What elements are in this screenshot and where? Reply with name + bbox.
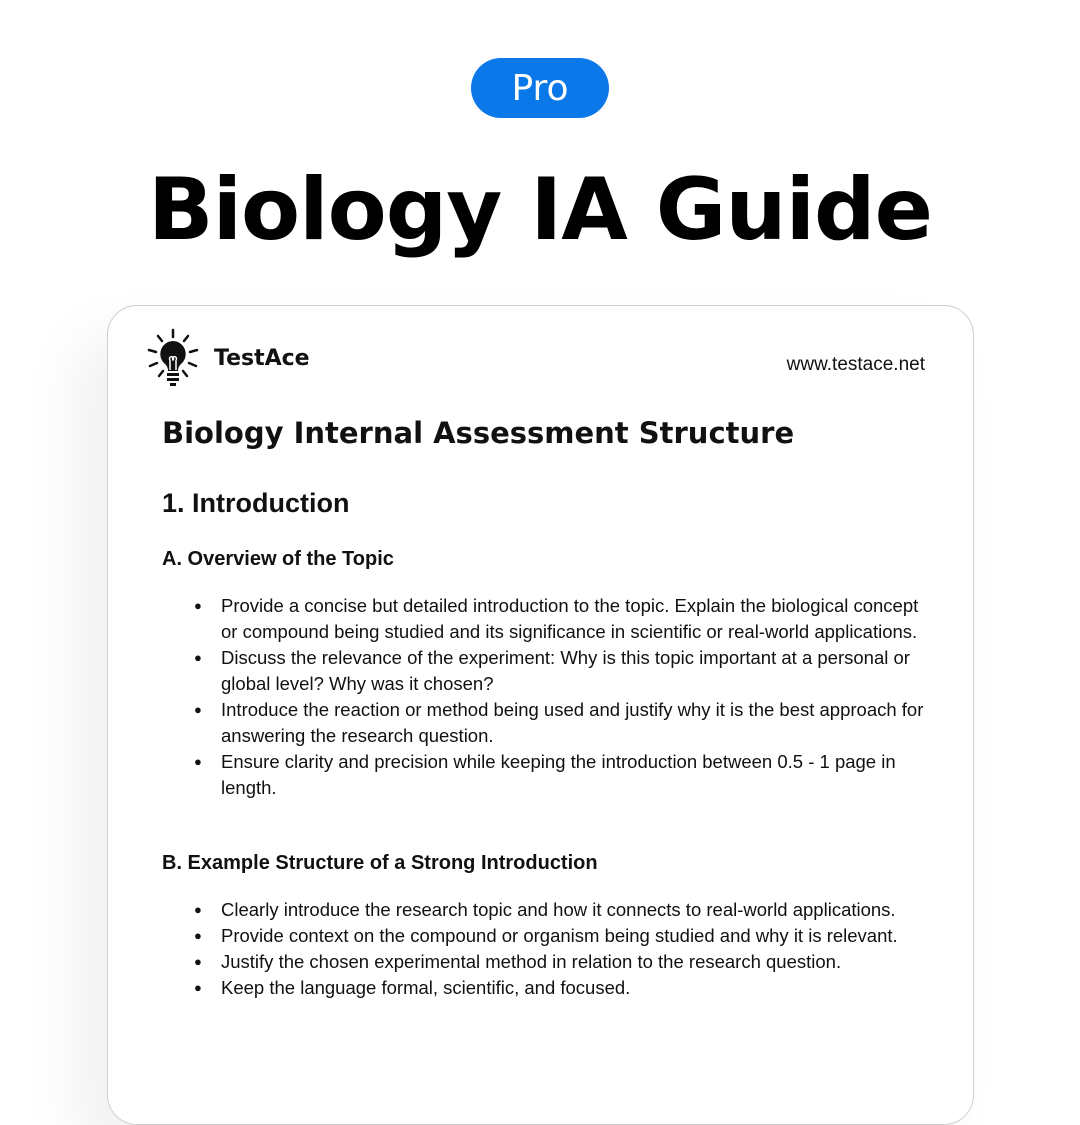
list-item: ● Introduce the reaction or method being used and justify why it is the best approach for answering the research question. (221, 697, 931, 749)
list-item: ● Provide a concise but detailed introduction to the topic. Explain the biological concept or compound being studied and its significance in scientific or real-world applications. (221, 593, 931, 645)
page-title: Biology IA Guide (148, 160, 932, 260)
bullet-list-a (221, 593, 931, 801)
section-heading: 1. Introduction (162, 488, 350, 518)
list-item: ● Ensure clarity and precision while keeping the introduction between 0.5 - 1 page in length. (221, 749, 931, 801)
list-item: ● Discuss the relevance of the experiment: Why is this topic important at a personal or global level? Why was it chosen? (221, 645, 931, 697)
pro-badge: Pro (471, 58, 609, 118)
list-item: ● Provide context on the compound or organism being studied and why it is relevant. (221, 923, 931, 949)
subsection-b-heading: B. Example Structure of a Strong Introduction (162, 852, 598, 874)
list-item: ● Justify the chosen experimental method in relation to the research question. (221, 949, 931, 975)
website-url[interactable]: www.testace.net (786, 354, 925, 375)
lightbulb-icon (146, 328, 200, 388)
bullet-list-b (221, 897, 931, 1001)
brand-name: TestAce (214, 345, 310, 371)
brand-logo (146, 328, 310, 388)
document-preview (107, 305, 974, 1125)
list-item: ● Clearly introduce the research topic and how it connects to real-world applications. (221, 897, 931, 923)
document-heading: Biology Internal Assessment Structure (162, 416, 795, 450)
subsection-a-heading: A. Overview of the Topic (162, 548, 394, 570)
list-item: ● Keep the language formal, scientific, and focused. (221, 975, 931, 1001)
